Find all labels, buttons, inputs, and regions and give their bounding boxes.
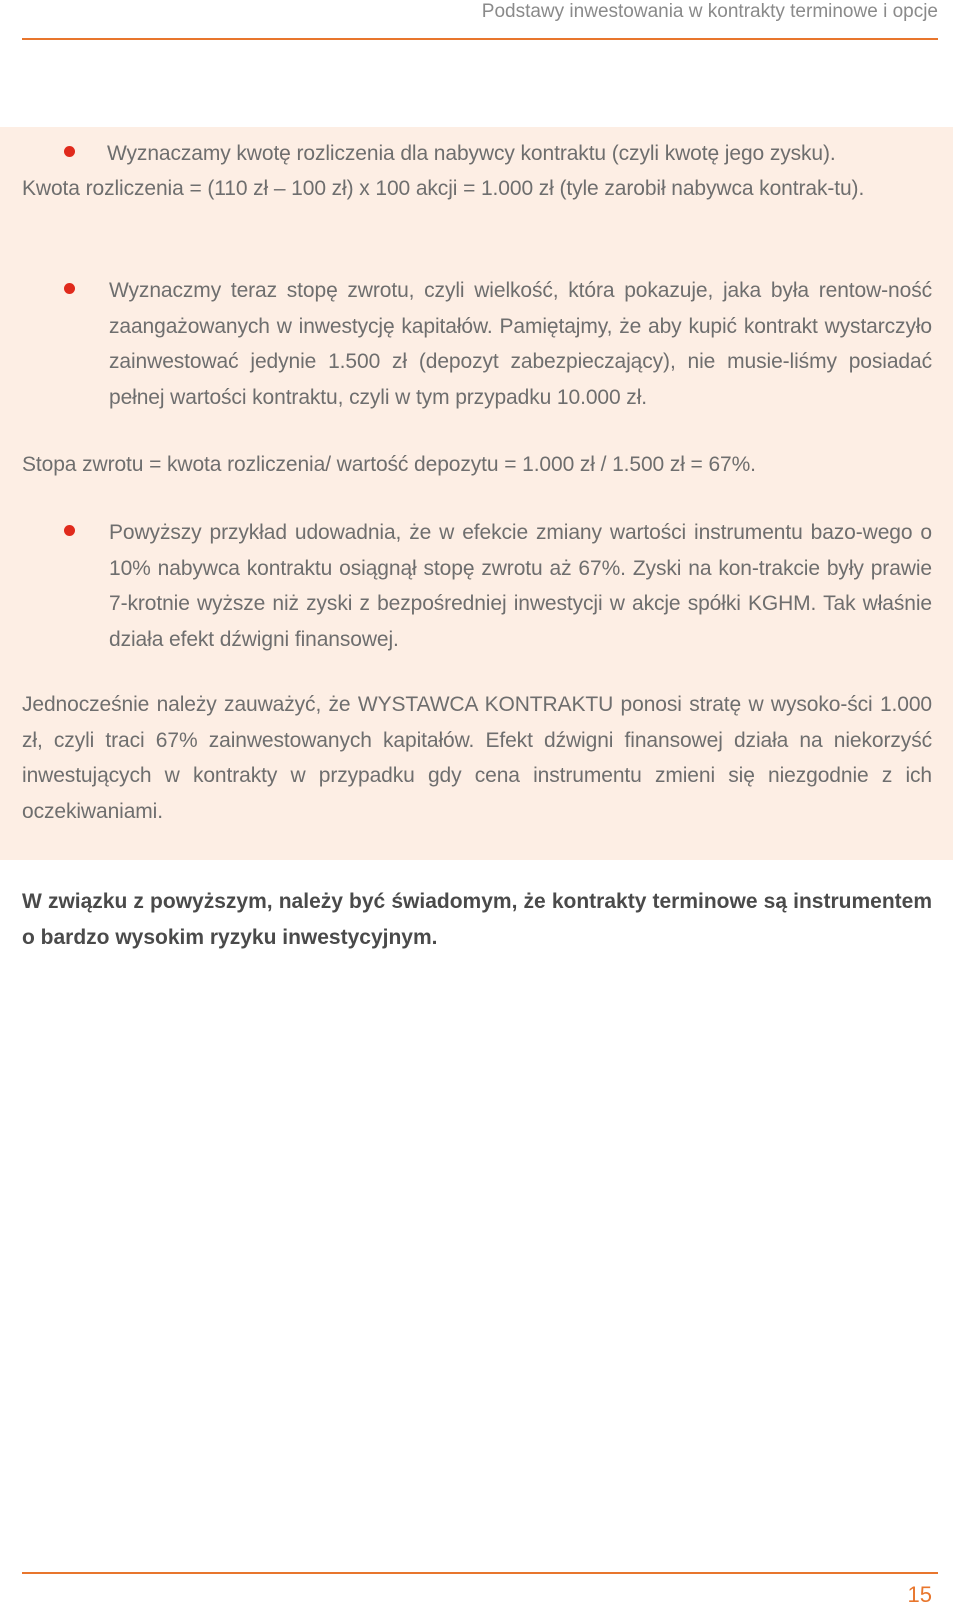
page-number: 15 [907,1582,932,1607]
bullet-icon [64,146,75,157]
risk-warning: W związku z powyższym, należy być świadomym, że kontrakty terminowe są instrumentem o bardzo wysokim ryzyku inwestycyjnym. [22,890,932,949]
item-2-text: Wyznaczmy teraz stopę zwrotu, czyli wielkość, która pokazuje, jaka była rentow-ność zaangażowanych w inwestycję kapitałów. Pamiętajmy, że aby kupić kontrakt wystarczyło zainwestować jedynie 1.500 zł (depozyt zabezpieczający), nie musie-liśmy posiadać pełnej wartości kontraktu, czyli w tym przypadku 10.000 zł. [109,279,932,409]
writer-loss-paragraph: Jednocześnie należy zauważyć, że WYSTAWCA KONTRAKTU ponosi stratę w wysoko-ści 1.000 zł, czyli traci 67% zainwestowanych kapitałów. Efekt dźwigni finansowej działa na niekorzyść inwestujących w kontrakty w przypadku gdy cena instrumentu zmieni się niezgodnie z ich oczekiwaniami. [22,693,932,823]
header-divider [22,38,938,40]
page-header-title: Podstawy inwestowania w kontrakty terminowe i opcje [481,1,938,22]
item-3-text: Powyższy przykład udowadnia, że w efekcie zmiany wartości instrumentu bazo-wego o 10% nabywca kontraktu osiągnął stopę zwrotu aż 67%. Zyski na kon-trakcie były prawie 7-krotnie wyższe niż zyski z bezpośredniej inwestycji w akcje spółki KGHM. Tak właśnie działa efekt dźwigni finansowej. [109,521,932,651]
footer-divider [22,1572,938,1574]
return-rate-formula: Stopa zwrotu = kwota rozliczenia/ wartość depozytu = 1.000 zł / 1.500 zł = 67%. [22,453,756,476]
bullet-icon [64,283,75,294]
item-1-continuation: Kwota rozliczenia = (110 zł – 100 zł) x 100 akcji = 1.000 zł (tyle zarobił nabywca kontrak-tu). [22,177,865,200]
item-1-first-line: Wyznaczamy kwotę rozliczenia dla nabywcy kontraktu (czyli kwotę jego zysku). [107,142,836,165]
bullet-icon [64,525,75,536]
